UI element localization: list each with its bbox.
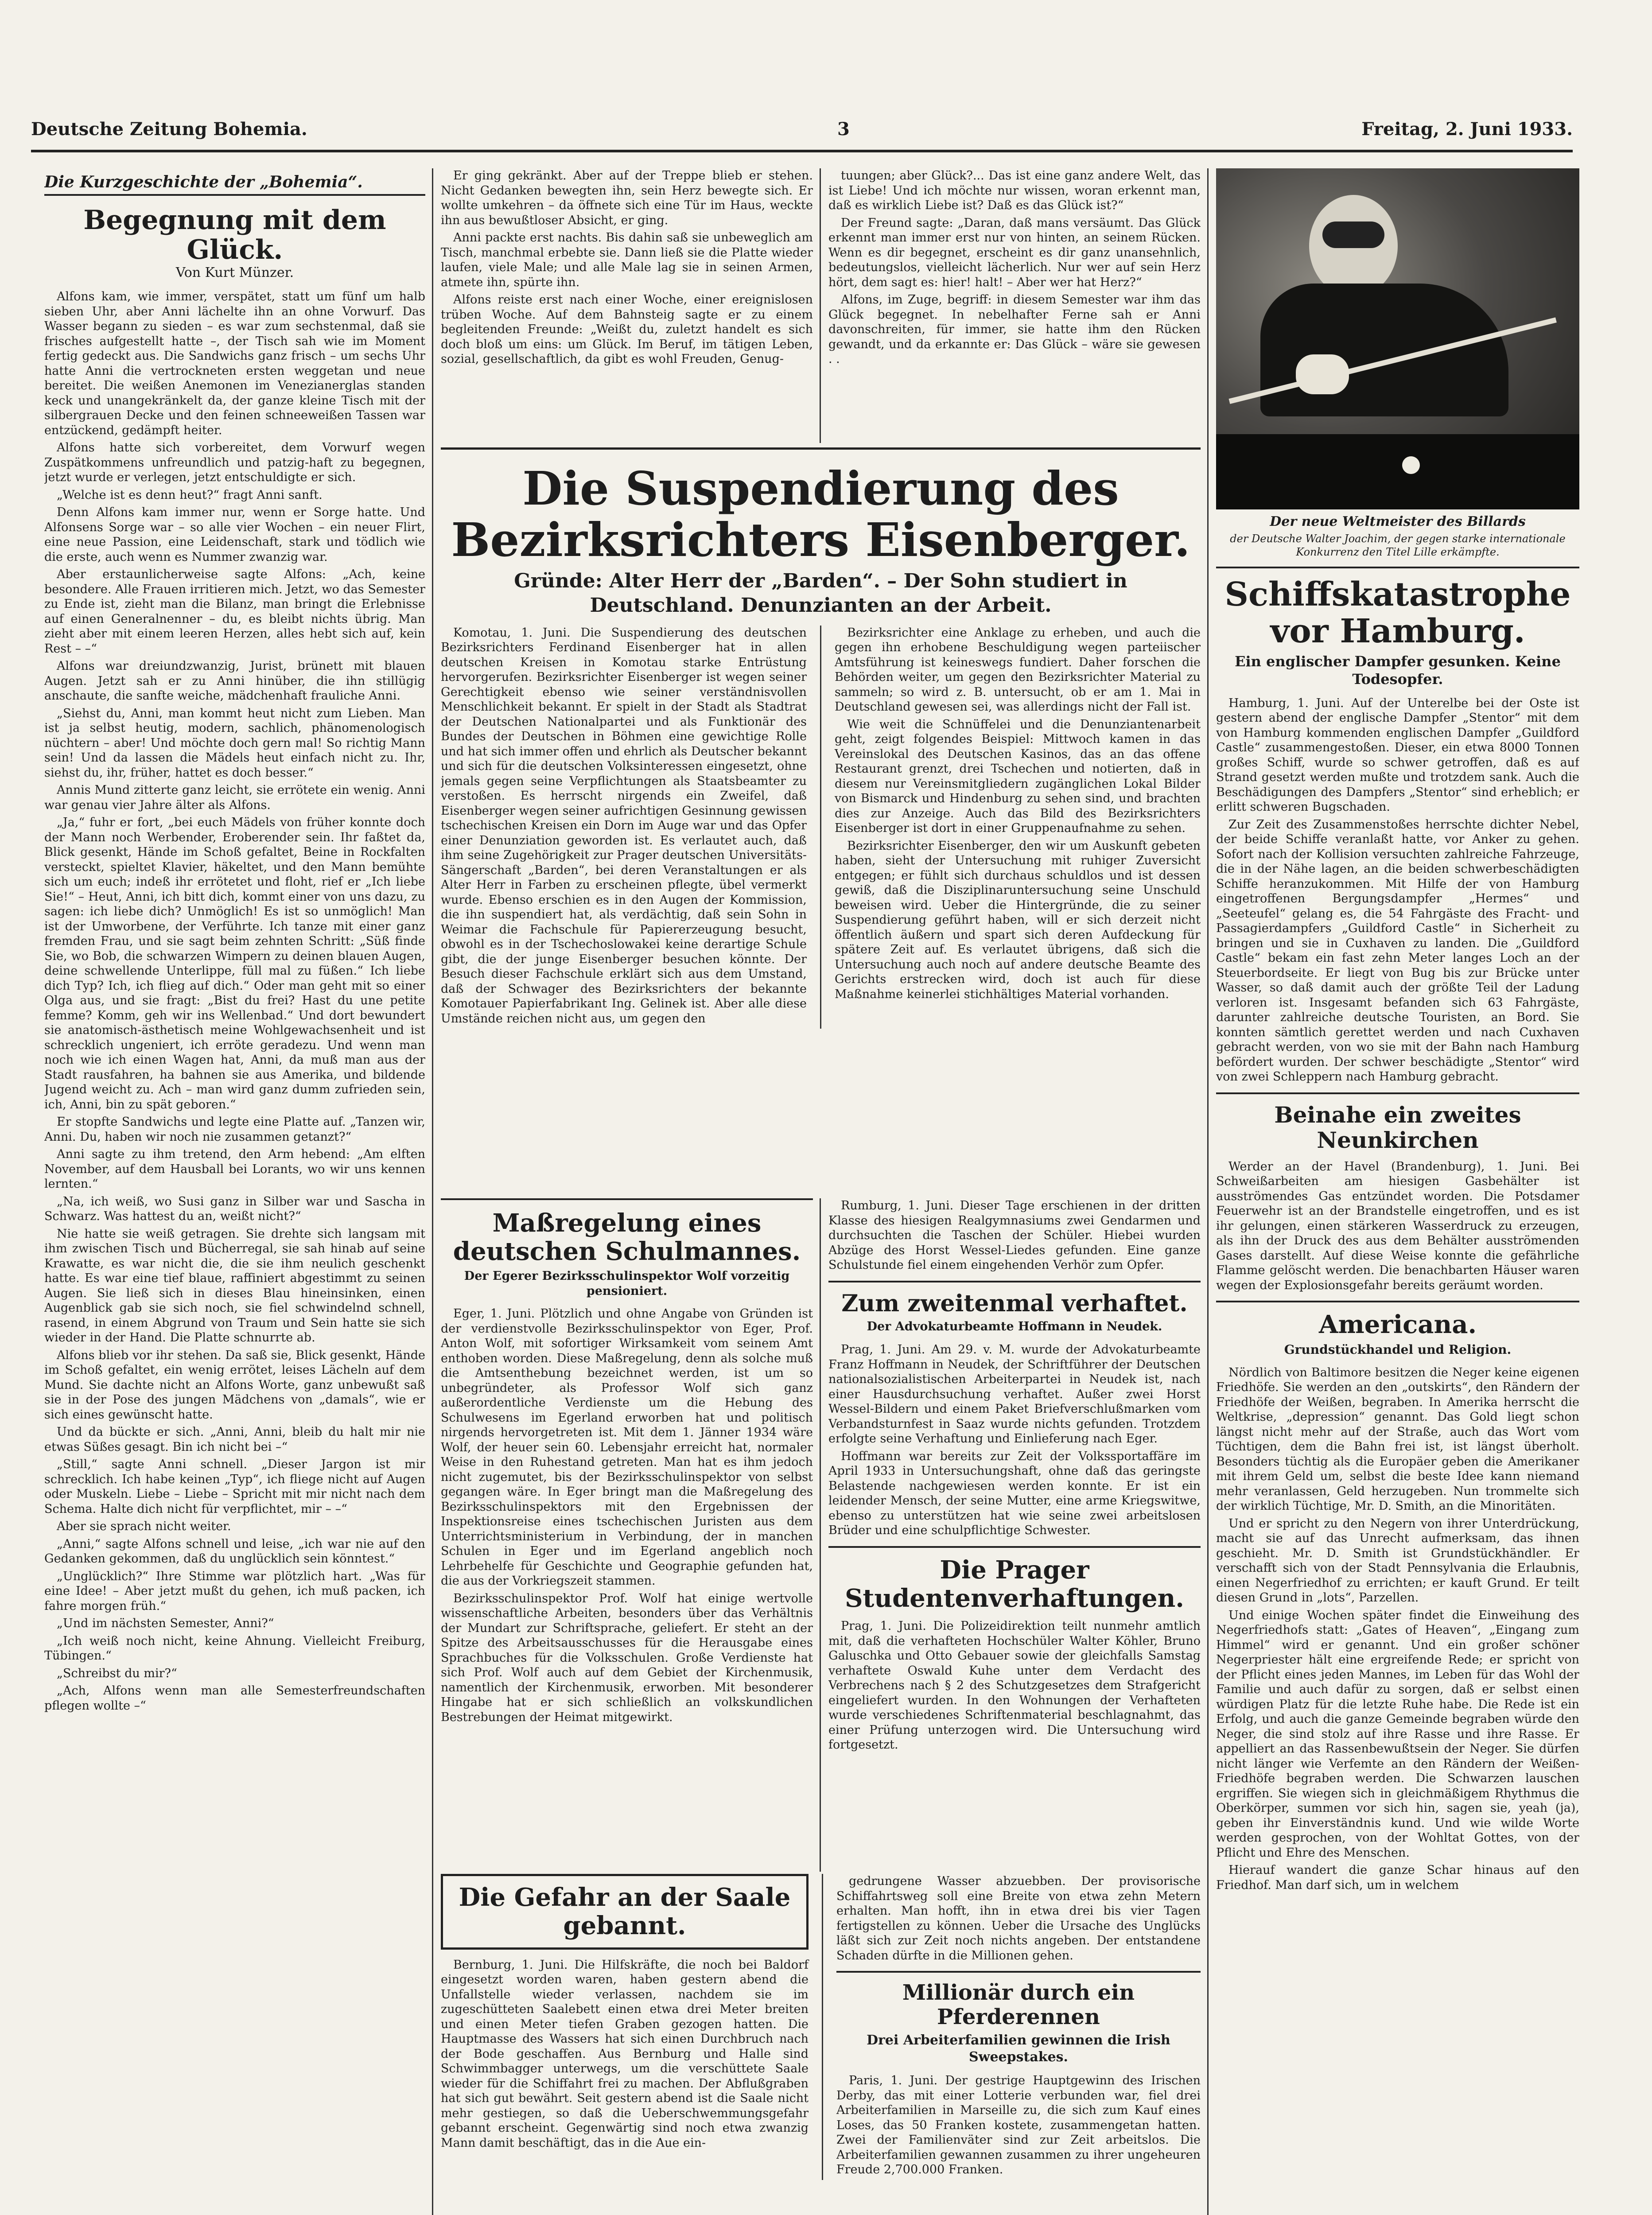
paragraph: Prag, 1. Juni. Am 29. v. M. wurde der Advokaturbeamte Franz Hoffmann in Neudek, der Schriftführer der Deutschen nationalsozialistischen Arbeiterpartei in Neudek ist, nach einer Hausdurchsuchung verhaftet. Außer zwei Horst Wessel-Bildern und einem Paket Briefverschlußmarken vom Verbandsturnfest in Saaz wurde nichts gefunden. Trotzdem erfolgte seine Verhaftung und Einlieferung nach Eger. (828, 1343, 1201, 1446)
studenten-body (828, 1619, 1201, 1753)
paragraph: Bezirksrichter eine Anklage zu erheben, und auch die gegen ihn erhobene Beschuldigung wegen parteiischer Amtsführung ist keineswegs fundiert. Daher forschen die Behörden weiter, um gegen den Bezirksrichter Material zu sammeln; so wird z. B. untersucht, ob er am 1. Mai in Deutschland gewesen sei, was allerdings nicht der Fall ist. (835, 626, 1201, 714)
main-body-right (835, 626, 1201, 1029)
paragraph: Aber sie sprach nicht weiter. (57, 1519, 231, 1534)
paragraph: „Und im nächsten Semester, Anni?“ (57, 1617, 274, 1631)
article-saale (441, 1874, 809, 2180)
series-title: Die Kurzgeschichte der „Bohemia“. (44, 173, 425, 196)
column-divider (432, 168, 433, 2215)
paragraph: Alfons war dreiundzwanzig, Jurist, brünett mit blauen Augen. Jetzt sah er zu Anni hinüber, die ihn stillügig anschaute, die sanfte weiche, mädchenhaft frauliche Anni. (44, 659, 425, 703)
ending-body (828, 168, 1201, 367)
divider (1216, 1301, 1579, 1302)
paragraph: Komotau, 1. Juni. Die Suspendierung des deutschen Bezirksrichters Ferdinand Eisenberger hat in allen deutschen Kreisen in Komotau starke Entrüstung hervorgerufen. Bezirksrichter Eisenberger ist wegen seiner Gerechtigkeit ebenso wie seiner verständnisvollen Menschlichkeit bekannt. Er spielt in der Stadt als Stadtrat der Deutschen Nationalpartei und als Funktionär des Bundes der Deutschen in Böhmen eine gewichtige Rolle und hat sich immer offen und ehrlich als Deutscher bekannt und sich für die deutschen Volksinteressen eingesetzt, ohne jemals gegen seine Verpflichtungen als Staatsbeamter zu verstoßen. Es herrscht nirgends ein Zweifel, daß Eisenberger wegen seiner aufrichtigen Gesinnung gewissen tschechischen Kreisen ein Dorn im Auge war und das Opfer einer Denunziation geworden ist. Es verlautet auch, daß ihm seine Zugehörigkeit zur Prager deutschen Universitäts-Sängerschaft „Barden“, bei deren Veranstaltungen er als Alter Herr in Farben zu erscheinen pflegte, übel vermerkt wurde. Ebenso erschien es in den Augen der Kommission, die ihn suspendiert hat, als verdächtig, daß sein Sohn in Weimar die Fachschule für Papiererzeugung besucht, obwohl es in der Tschechoslowakei keine derartige Schule gibt, die der junge Eisenberger besuchen könnte. Der Besuch dieser Fachschule erklärt sich aus dem Umstand, daß der Schwager des Bezirksrichters der bekannte Komotauer Papierfabrikant Ing. Gelinek ist. Aber alle diese Umstände reichen nicht aus, um gegen den (441, 626, 807, 1026)
paragraph: „Unglücklich?“ Ihre Stimme war plötzlich hart. „Was für eine Idee! – Aber jetzt mußt du gehen, ich muß packen, ich fahre morgen früh.“ (44, 1569, 425, 1613)
page-number: 3 (837, 119, 850, 140)
paragraph: Nie hatte sie weiß getragen. Sie drehte sich langsam mit ihm zwischen Tisch und Bücherregal, sie sah hinab auf seine Krawatte, es war nicht die, die sie ihm neulich geschenkt hatte. Es war eine tief blaue, raffiniert abgestimmt zu seinen Augen. Sie ließ sich in dieses Blau hineinsinken, einen Augenblick gab sie sich noch, sie fiel schwindelnd schnell, rasend, in einem Abgrund von Traum und Sein hatte sie sich wieder in der Hand. Die Platte schnurrte ab. (44, 1227, 425, 1345)
column-1 (44, 173, 425, 2215)
divider (836, 1971, 1201, 1973)
photo-caption-title: Der neue Weltmeister des Billards (1270, 514, 1526, 529)
paragraph: Er ging gekränkt. Aber auf der Treppe blieb er stehen. Nicht Gedanken bewegten ihn, sein Herz bewegte sich. Er wollte umkehren – da öffnete sich eine Tür im Haus, weckte ihn aus bewußtloser Absicht, er ging. (441, 169, 813, 227)
hoffmann-headline: Zum zweitenmal verhaftet. (841, 1290, 1188, 1317)
paragraph: Und einige Wochen später findet die Einweihung des Negerfriedhofs statt: „Gates of Heaven“, „Eingang zum Himmel“ wird er genannt. Und ein großer schöner Negerpriester hält eine ergreifende Rede; er spricht von der Pflicht eines jeden Mannes, im Leben für das Wohl der Familie und auch dafür zu sorgen, daß er selbst einen würdigen Platz für die letzte Ruhe habe. Die Rede ist ein Erfolg, und auch die ganze Gemeinde begraben würde den Neger, die sind stolz auf ihre Rasse und ihre Rasse. Er appelliert an das Rassenbewußtsein der Neger. Sie dürfen nicht länger wie Verfemte an den Rändern der Weißen-Friedhöfe begraben werden. Die Schwarzen lauschen ergriffen. Sie wiegen sich in gleichmäßigem Rhythmus die Oberkörper, summen vor sich hin, sagen sie, yeah (ja), geben ihr Einverständnis kund. Und wie wilde Worte werden gesprochen, von der Wohltat Gottes, von der Pflicht und Ehre des Menschen. (1216, 1608, 1579, 1860)
column-divider (822, 1874, 823, 2180)
main-body-left (441, 626, 807, 1029)
divider (828, 1546, 1201, 1548)
photo-caption: der Deutsche Walter Joachim, der gegen starke internationale Konkurrenz den Titel Lille erkämpfte. (1230, 532, 1566, 558)
paragraph: „Ich weiß noch nicht, keine Ahnung. Vielleicht Freiburg, Tübingen.“ (44, 1634, 425, 1663)
paragraph: Bernburg, 1. Juni. Die Hilfskräfte, die noch bei Baldorf eingesetzt worden waren, haben gestern abend die Unfallstelle wieder verlassen, nachdem sie im zugeschütteten Saalebett einen etwa drei Meter breiten und einen Meter tiefen Graben gezogen hatten. Die Hauptmasse des Wassers hat sich einen Durchbruch nach der Bode geschaffen. Aus Bernburg und Halle sind Schwimmbagger unterwegs, um die verschüttete Saale wieder für die Schiffahrt frei zu machen. Der Abflußgraben hat sich gut bewährt. Seit gestern abend ist die Saale nicht mehr gestiegen, so daß die Ueberschwemmungsgefahr gebannt erscheint. Gegenwärtig sind noch etwa zwanzig Mann damit beschäftigt, das in die Aue ein- (441, 1958, 809, 2150)
americana-headline: Americana. (1319, 1310, 1477, 1340)
paragraph: Zur Zeit des Zusammenstoßes herrschte dichter Nebel, der beide Schiffe veranlaßt hatte, vor Anker zu gehen. Sofort nach der Kollision versuchten zahlreiche Fahrzeuge, die in der Nähe lagen, an die beiden schwerbeschädigten Schiffe heranzukommen. Mit Hilfe der von Hamburg eingetroffenen Bergungsdampfer „Hermes“ und „Seeteufel“ gelang es, die 54 Fahrgäste des Fracht- und Passagierdampfers „Guildford Castle“ in Sicherheit zu bringen und sie in Cuxhaven zu landen. Die „Guildford Castle“ bekam ein fast zehn Meter langes Loch an der Steuerbordseite. Er liegt von Bug bis zur Brücke unter Wasser, so daß damit auch der größte Teil der Ladung verloren ist. Insgesamt befanden sich 63 Fahrgäste, darunter zahlreiche deutsche Touristen, an Bord. Sie konnten sämtlich gerettet werden und nach Cuxhaven gebracht werden, von wo sie mit der Bahn nach Hamburg befördert wurden. Der schwer beschädigte „Stentor“ wird von zwei Schleppern nach Hamburg gebracht. (1216, 817, 1579, 1084)
paragraph: Bezirksrichter Eisenberger, den wir um Auskunft gebeten haben, sieht der Untersuchung mit ruhiger Zuversicht entgegen; er fühlt sich durchaus schuldlos und ist dessen gewiß, daß die Disziplinaruntersuchung seine Unschuld beweisen wird. Ueber die Hintergründe, die zu seiner Suspendierung geführt haben, will er sich derzeit nicht öffentlich äußern und spart sich deren Aufdeckung für spätere Zeit auf. Es verlautet übrigens, daß sich die Untersuchung auch noch auf andere deutsche Beamte des Gerichts erstrecken wird, doch ist auch für diese Maßnahme keinerlei stichhältiges Material vorhanden. (835, 839, 1201, 1001)
paragraph: Er stopfte Sandwichs und legte eine Platte auf. „Tanzen wir, Anni. Du, haben wir noch nie zusammen getanzt?“ (44, 1115, 425, 1144)
continuation-body (441, 168, 813, 367)
column-divider (820, 168, 821, 443)
paragraph: „Still,“ sagte Anni schnell. „Dieser Jargon ist mir schrecklich. Ich habe keinen „Typ“, ich fliege nicht auf Augen oder Muskeln. Liebe – Liebe – Spricht mit mir nicht nach dem Schema. Halte dich nicht für verpflichtet, mir – –“ (44, 1457, 425, 1516)
column-divider (820, 1198, 821, 1872)
paragraph: Alfons blieb vor ihr stehen. Da saß sie, Blick gesenkt, Hände im Schoß gefaltet, ein wenig errötet, leises Lächeln auf dem Mund. Sie dachte nicht an Alfons Worte, ganz unbewußt saß sie in der Pose des jungen Mädchens von „damals“, wie er sich eines gewünscht hatte. (44, 1348, 425, 1422)
story-byline: Von Kurt Münzer. (175, 265, 294, 281)
player-body (1260, 284, 1508, 416)
story-continuation (441, 168, 813, 443)
paragraph: Paris, 1. Juni. Der gestrige Hauptgewinn des Irischen Derby, das mit einer Lotterie verbunden war, fiel drei Arbeiterfamilien in Marseille zu, die sich zum Kauf eines Loses, das 50 Franken kostete, zusammengetan hatten. Zwei der Familienväter sind zur Zeit arbeitslos. Die Arbeiterfamilien gewannen zusammen zu ihrer ungeheuren Freude 2,700.000 Franken. (836, 2074, 1201, 2177)
paragraph: gedrungene Wasser abzuebben. Der provisorische Schiffahrtsweg soll eine Breite von etwa zehn Metern erhalten. Man hofft, ihn in etwa drei bis vier Tagen fertigstellen zu können. Ueber die Ursache des Unglücks läßt sich zur Zeit noch nichts angeben. Der entstandene Schaden dürfte in die Millionen gehen. (836, 1874, 1201, 1962)
hamburg-body (1216, 696, 1579, 1084)
right-bottom (836, 1874, 1201, 2180)
billiard-ball (1402, 456, 1420, 474)
paragraph: Hierauf wandert die ganze Schar hinaus auf den Friedhof. Man darf sich, um in welchem (1216, 1863, 1579, 1892)
paragraph: „Ach, Alfons wenn man alle Semesterfreundschaften pflegen wollte –“ (44, 1684, 425, 1713)
schulmann-body (441, 1306, 813, 1725)
saale-headline: Die Gefahr an der Saale gebannt. (459, 1883, 791, 1941)
hoffmann-subheadline: Der Advokaturbeamte Hoffmann in Neudek. (867, 1320, 1162, 1334)
main-subheadline: Gründe: Alter Herr der „Barden“. – Der Sohn studiert in Deutschland. Denunzianten an der Arbeit. (514, 569, 1127, 617)
divider (1216, 1092, 1579, 1094)
paragraph: Alfons reiste erst nach einer Woche, einer ereignislosen trüben Woche. Auf dem Bahnsteig sagte er zu einem begleitenden Freunde: „Weißt du, zuletzt handelt es sich doch bloß um eins: um Glück. Im Beruf, im tätigen Leben, sozial, gesellschaftlich, da gibt es wohl Freuden, Genug- (441, 293, 813, 366)
paragraph: Anni packte erst nachts. Bis dahin saß sie unbeweglich am Tisch, manchmal erbebte sie. Dann ließ sie die Platte wieder laufen, viele Male; und alle Male lag sie in seinen Armen, atmete ihn, spürte ihn. (441, 231, 813, 289)
hoffmann-body (828, 1342, 1201, 1538)
paragraph: „Siehst du, Anni, man kommt heut nicht zum Lieben. Man ist ja selbst heutig, modern, sachlich, phänomenologisch nüchtern – aber! Und möchte doch gern mal! So richtig Mann sein! Und da lassen die Mädels heut einfach nicht zu. Ihr, siehst du, ihr, früher, hattet es doch besser.“ (44, 706, 425, 780)
page-header (31, 119, 1573, 152)
saale-body (441, 1958, 809, 2151)
paragraph: tuungen; aber Glück?... Das ist eine ganz andere Welt, das ist Liebe! Und ich möchte nur wissen, woran erkennt man, daß es wirklich Liebe ist? Daß es das Glück ist?“ (828, 169, 1201, 212)
rumburg-body (828, 1198, 1201, 1273)
schulmann-headline: Maßregelung eines deutschen Schulmannes. (453, 1209, 801, 1267)
saale-body-continued (836, 1874, 1201, 1963)
story-title: Begegnung mit dem Glück. (83, 205, 386, 266)
bottom-articles (441, 1874, 1201, 2215)
saale-headline-box (441, 1874, 809, 1950)
column-divider (1207, 168, 1209, 2215)
studenten-headline: Die Prager Studentenverhaftungen. (845, 1555, 1184, 1613)
paragraph: „Ja,“ fuhr er fort, „bei euch Mädels von früher konnte doch der Mann noch Werbender, Eroberender sein. Ihr faßtet da, Blick gesenkt, Hände im Schoß gefaltet, Beine in Rockfalten versteckt, spieltet Klavier, häkeltet, und den Mann bemühte sich um euch; indeß ihr errötetet und floht, rief er „Ich liebe Sie!“ – Heut, Anni, ich bitt dich, kommt einer von uns dazu, zu sagen: ich liebe dich? Unmöglich! Es ist so unmöglich! Man ist der Umworbene, der Verführte. Ich tanze mit einer ganz fremden Frau, und sie sagt beim zehnten Schritt: „Süß finde Sie, wo Bob, die schwarzen Wimpern zu deinen blauen Augen, deine schwellende Unterlippe, füll mal zu füßen.“ Ich liebe dich Typ? Ich, ich flieg auf dich.“ Oder man geht mit so einer Olga aus, und sie fragt: „Bist du frei? Hast du une petite femme? Komm, geh wir ins Wellenbad.“ Und dort bewundert sie anatomisch-ästhetisch meine Wohlgewachsenheit und ist schrecklich ungeniert, ich erröte geradezu. Und wenn man noch wie ich einen Wagen hat, Anni, da muß man aus der Stadt rausfahren, ha bahnen sie aus Amerika, und bildende Jugend weicht zu. Ach – man wird ganz dumm zufrieden sein, ich, Anni, bin zu spät geboren.“ (44, 816, 425, 1111)
paragraph: Alfons kam, wie immer, verspätet, statt um fünf um halb sieben Uhr, aber Anni lächelte ihn an ohne Vorwurf. Das Wasser begann zu sieden – es war zum sechstenmal, daß sie frisches aufgestellt hatte –, der Tisch sah wie im Moment fertig gedeckt aus. Die Sandwichs ganz frisch – um sechs Uhr hatte Anni die vertrockneten ersten weggetan und neue bereitet. Die weißen Anemonen im Venezianerglas standen keck und unangekränkelt da, der ganze kleine Tisch mit der silbergrauen Decke und den feinen schneeweißen Tassen war entzückend, gedämpft heiter. (44, 290, 425, 437)
millionaer-subheadline: Drei Arbeiterfamilien gewinnen die Irish Sweepstakes. (867, 2032, 1170, 2065)
neunkirchen-headline: Beinahe ein zweites Neunkirchen (1274, 1101, 1521, 1154)
main-headline: Die Suspendierung des Bezirksrichters Eisenberger. (451, 461, 1190, 567)
story-ending (828, 168, 1201, 443)
paragraph: „Anni,“ sagte Alfons schnell und leise, „ich war nie auf den Gedanken gekommen, daß du unglücklich sein könntest.“ (44, 1537, 425, 1566)
divider (1216, 567, 1579, 568)
main-body (441, 626, 1201, 1029)
billiard-table (1216, 434, 1579, 509)
paragraph: Prag, 1. Juni. Die Polizeidirektion teilt nunmehr amtlich mit, daß die verhafteten Hochschüler Walter Köhler, Bruno Galuschka und Otto Gebauer sowie der gleichfalls Samstag verhaftete Oswald Kuhe unter dem Verdacht des Verbrechens nach § 2 des Schutzgesetzes dem Strafgericht eingeliefert wurden. In den Wohnungen der Verhafteten wurde verschiedenes Schriftenmaterial beschlagnahmt, das einer Prüfung unterzogen wird. Die Untersuchung wird fortgesetzt. (828, 1619, 1201, 1752)
paragraph: Annis Mund zitterte ganz leicht, sie errötete ein wenig. Anni war genau vier Jahre älter als Alfons. (44, 783, 425, 812)
hamburg-subheadline: Ein englischer Dampfer gesunken. Keine Todesopfer. (1235, 653, 1561, 688)
paragraph: Wie weit die Schnüffelei und die Denunziantenarbeit geht, zeigt folgendes Beispiel: Mittwoch kamen in das Vereinslokal des Deutschen Kasinos, das an das offene Restaurant grenzt, drei Tschechen und notierten, daß in diesem nur Vereinsmitgliedern zugänglichen Lokal Bilder von Bismarck und Hindenburg zu sehen sind, und brachten dies zur Anzeige. Auch das Bild des Bezirksrichters Eisenberger ist dort in einer Gruppenaufnahme zu sehen. (835, 717, 1201, 835)
paragraph: Bezirksschulinspektor Prof. Wolf hat einige wertvolle wissenschaftliche Arbeiten, besonders über das Verhältnis der Mundart zur Schriftsprache, geliefert. Er steht an der Spitze des Arbeitsausschusses für die Herausgabe eines Sprachbuches für die Volksschulen. Große Verdienste hat sich Prof. Wolf auch auf dem Gebiet der Kirchenmusik, namentlich der Kirchenmusik, erworben. Mit besonderer Hingabe hat er sich schließlich an volkskundlichen Bestrebungen der Heimat mitgewirkt. (441, 1591, 813, 1724)
millionaer-headline: Millionär durch ein Pferderennen (902, 1980, 1135, 2030)
paragraph: Alfons hatte sich vorbereitet, dem Vorwurf wegen Zuspätkommens unfreundlich und patzig-haft zu begegnen, jetzt wurde er verlegen, jetzt entschuldigte er sich. (44, 441, 425, 485)
column-3-middle (828, 1198, 1201, 1872)
paragraph: Anni sagte zu ihm tretend, den Arm hebend: „Am elften November, auf dem Hausball bei Lorants, wo wir uns kennen lernten.“ (44, 1147, 425, 1191)
paragraph: Nördlich von Baltimore besitzen die Neger keine eigenen Friedhöfe. Sie werden an den „outskirts“, den Rändern der Friedhöfe der Weißen, begraben. In Amerika herrscht die Weltkrise, „depression“ genannt. Das Gold liegt schon längst nicht mehr auf der Straße, auch das Wort vom Tüchtigen, dem die Bahn frei ist, ist längst überholt. Besonders tüchtig als die Europäer geben die Amerikaner mit ihrem Geld um, selbst die beste Idee kann niemand mehr veranlassen, Geld herzugeben. Nun trommelte sich der wirklich Tüchtige, Mr. D. Smith, an die Minoritäten. (1216, 1365, 1579, 1513)
article-schulmann (441, 1198, 813, 1872)
paragraph: „Welche ist es denn heut?“ fragt Anni sanft. (57, 488, 323, 502)
issue-date: Freitag, 2. Juni 1933. (1361, 119, 1573, 140)
paragraph: Und er spricht zu den Negern von ihrer Unterdrückung, macht sie auf das Unrecht aufmerksam, das ihnen geschieht. Mr. D. Smith ist Grundstückhändler. Er verschafft sich von der Stadt Pennsylvania die Erlaubnis, einen Negerfriedhof zu errichten; er kauft Grund. Er teilt diesen Grund in „lots“, Parzellen. (1216, 1516, 1579, 1605)
column-divider (820, 626, 821, 1029)
paragraph: Der Freund sagte: „Daran, daß mans versäumt. Das Glück erkennt man immer erst nur von hinten, an seinem Rücken. Wenn es dir begegnet, erscheint es dir ganz unansehnlich, bedeutungslos, vielleicht lächerlich. Nur wer auf sein Herz hört, dem sagt es: hier! halt! – Aber wer hat Herz?“ (828, 216, 1201, 289)
americana-body (1216, 1365, 1579, 1893)
paragraph: Hamburg, 1. Juni. Auf der Unterelbe bei der Oste ist gestern abend der englische Dampfer „Stentor“ mit dem von Hamburg kommenden englischen Dampfer „Guildford Castle“ zusammengestoßen. Dieser, ein etwa 8000 Tonnen großes Schiff, wurde so schwer getroffen, daß es auf Strand gesetzt werden mußte und trotzdem sank. Auch die Beschädigungen des Dampfers „Stentor“ sind erheblich; er erlitt schweren Bugschaden. (1216, 696, 1579, 814)
story-body (44, 289, 425, 1713)
paragraph: „Schreibst du mir?“ (57, 1666, 177, 1680)
player-hand (1296, 354, 1349, 394)
paragraph: Eger, 1. Juni. Plötzlich und ohne Angabe von Gründen ist der verdienstvolle Bezirksschulinspektor von Eger, Prof. Anton Wolf, mit sofortiger Wirksamkeit vom seinem Amt enthoben worden. Diese Maßregelung, denn als solche muß die Amtsenthebung bezeichnet werden, ist um so unbegründeter, als Professor Wolf sich ganz außerordentliche Verdienste um die Hebung des Schulwesens im Egerland erworben hat und politisch nirgends hervorgetreten ist. Mit dem 1. Jänner 1934 wäre Wolf, der heuer sein 60. Lebensjahr erreicht hat, normaler Weise in den Ruhestand getreten. Man hat es ihm jedoch nicht zugemutet, bis der Bezirksschulinspektor von selbst gegangen wäre. In Eger bringt man die Maßregelung des Bezirksschulinspektors mit den Ergebnissen der Inspektionsreise eines tschechischen Juristen aus dem Unterrichtsministerium in Verbindung, der in manchen Schulen in Eger und im Egerland angeblich noch Lehrbehelfe für Geschichte und Geographie gefunden hat, die aus der Vorkriegszeit stammen. (441, 1307, 813, 1588)
player-face-shadow (1322, 222, 1384, 248)
paragraph: Alfons, im Zuge, begriff: in diesem Semester war ihm das Glück begegnet. In nebelhafter Ferne sah er Anni davonschreiten, für immer, sie hatte ihm den Rücken gewandt, und da erkannte er: Das Glück – wäre sie gewesen . . (828, 293, 1201, 366)
paragraph: „Na, ich weiß, wo Susi ganz in Silber war und Sascha in Schwarz. Was hattest du an, weißt nicht?“ (44, 1194, 425, 1224)
neunkirchen-body (1216, 1159, 1579, 1293)
schulmann-subheadline: Der Egerer Bezirksschulinspektor Wolf vorzeitig pensioniert. (464, 1269, 790, 1298)
main-article (441, 447, 1201, 1196)
millionaer-body (836, 2073, 1201, 2177)
paragraph: Denn Alfons kam immer nur, wenn er Sorge hatte. Und Alfonsens Sorge war – so alle vier Wochen – ein neuer Flirt, eine neue Passion, eine Leidenschaft, stark und tödlich wie die erste, auch wenn es Nummer zwanzig war. (44, 505, 425, 564)
americana-subheadline: Grundstückhandel und Religion. (1284, 1342, 1512, 1357)
paragraph: Hoffmann war bereits zur Zeit der Volkssportaffäre im April 1933 in Untersuchungshaft, ohne daß das geringste Belastende nachgewiesen werden konnte. Er ist ein leidender Mensch, der seine Mutter, eine arme Kriegswitwe, ebenso zu unterstützen hat wie seine zwei arbeitslosen Brüder und eine schulpflichtige Schwester. (828, 1449, 1201, 1538)
hamburg-headline: Schiffskatastrophe vor Hamburg. (1224, 575, 1571, 650)
billiards-photo (1216, 168, 1579, 509)
column-4 (1216, 168, 1579, 2215)
paragraph: Rumburg, 1. Juni. Dieser Tage erschienen in der dritten Klasse des hiesigen Realgymnasiums zwei Gendarmen und durchsuchten die Taschen der Schüler. Hiebei wurden Abzüge des Horst Wessel-Liedes gefunden. Eine ganze Schulstunde fiel einem eingehenden Verhör zum Opfer. (828, 1199, 1201, 1272)
paragraph: Aber erstaunlicherweise sagte Alfons: „Ach, keine besondere. Alle Frauen irritieren mich. Jetzt, wo das Semester zu Ende ist, zieht man die Bilanz, man bringt die Erlebnisse auf einen Generalnenner – du, es bleibt nichts übrig. Man zieht aber mit einem leeren Herzen, alles hebt sich auf, kein Rest – –“ (44, 567, 425, 656)
paragraph: Und da bückte er sich. „Anni, Anni, bleib du halt mir nie etwas Süßes gesagt. Bin ich nicht bei –“ (44, 1425, 425, 1454)
divider (828, 1281, 1201, 1282)
paragraph: Werder an der Havel (Brandenburg), 1. Juni. Bei Schweißarbeiten am hiesigen Gasbehälter ist ausströmendes Gas entzündet worden. Die Potsdamer Feuerwehr ist an der Brandstelle eingetroffen, und es ist ihr gelungen, einen stärkeren Wasserdruck zu erzeugen, als ihn der Druck des aus dem Behälter ausströmenden Gases darstellt. Auf diese Weise konnte die gefährliche Flamme gelöscht werden. Die benachbarten Häuser waren wegen der Explosionsgefahr bereits geräumt worden. (1216, 1159, 1579, 1292)
newspaper-name: Deutsche Zeitung Bohemia. (31, 119, 307, 140)
